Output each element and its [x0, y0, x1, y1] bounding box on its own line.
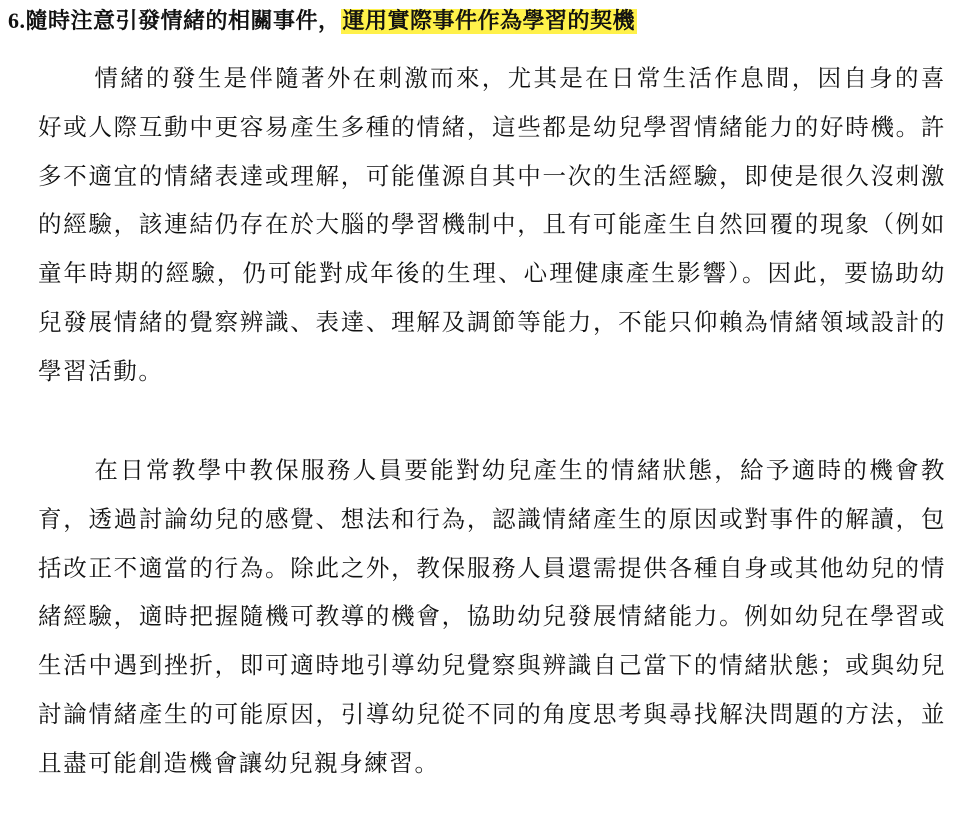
section-title-highlight: 運用實際事件作為學習的契機	[342, 9, 636, 34]
section-heading	[8, 4, 637, 39]
section-title: 隨時注意引發情緒的相關事件，	[25, 9, 341, 34]
paragraph-2: 在日常教學中教保服務人員要能對幼兒產生的情緒狀態，給予適時的機會教育，透過討論幼兒的感覺、想法和行為，認識情緒產生的原因或對事件的解讀，包括改正不適當的行為。除此之外，教保服務人員還需提供各種自身或其他幼兒的情緒經驗，適時把握隨機可教導的機會，協助幼兒發展情緒能力。例如幼兒在學習或生活中遇到挫折，即可適時地引導幼兒覺察與辨識自己當下的情緒狀態；或與幼兒討論情緒產生的可能原因，引導幼兒從不同的角度思考與尋找解決問題的方法，並且盡可能創造機會讓幼兒親身練習。	[38, 456, 946, 777]
paragraph-1: 情緒的發生是伴隨著外在刺激而來，尤其是在日常生活作息間，因自身的喜好或人際互動中更容易產生多種的情緒，這些都是幼兒學習情緒能力的好時機。許多不適宜的情緒表達或理解，可能僅源自其中一次的生活經驗，即使是很久沒刺激的經驗，該連結仍存在於大腦的學習機制中，且有可能產生自然回覆的現象（例如童年時期的經驗，仍可能對成年後的生理、心理健康產生影響）。因此，要協助幼兒發展情緒的覺察辨識、表達、理解及調節等能力，不能只仰賴為情緒領域設計的學習活動。	[38, 64, 946, 385]
section-number: 6.	[8, 8, 26, 33]
